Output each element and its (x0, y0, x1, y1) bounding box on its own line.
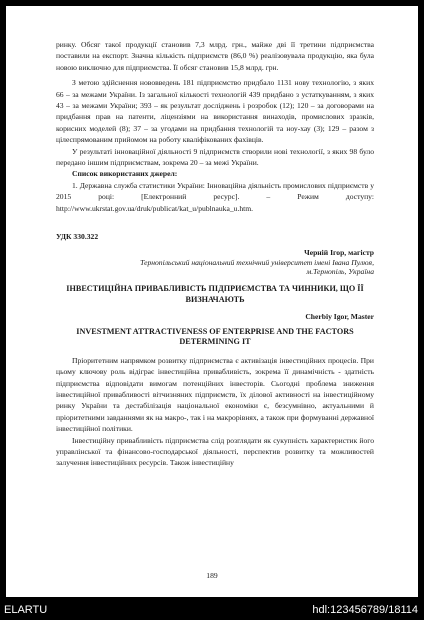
paragraph: З метою здійснення нововведень 181 підприємство придбало 1131 нову технологію, з яких 66 – за межами України. Із загальної кількості технологій 439 придбано з устаткуванням, з яких 43 – за межами України; 393 – як результат досліджень і розробок (12); 120 – за договорами на придбання прав на патенти, ліцензіями на використання винаходів, промислових зразків, корисних моделей (8); 37 – за угодами на придбання технологій та ноу-хау (3); 129 – разом з цілеспрямованим прийомом на роботу кваліфікованих фахівців. (56, 78, 374, 145)
handle-id: hdl:123456789/18114 (312, 604, 418, 616)
author-en: Cherbiy Igor, Master (305, 312, 374, 322)
affiliation-city: м.Тернопіль, Україна (306, 266, 374, 276)
paragraph: Інвестиційну привабливість підприємства слід розглядати як сукупність характеристик його управлінської та фінансово-господарської діяльності, перспектив розвитку та можливостей залучення інвестиційних ресурсів. Також інвестиційну (56, 435, 374, 468)
repository-name: ELARTU (4, 604, 48, 616)
page-content (56, 39, 374, 469)
author: Черній Ігор, магістр (304, 247, 374, 257)
page-number: 189 (206, 571, 218, 580)
paragraph: У результаті інноваційної діяльності 9 підприємств створили нові технології, з яких 98 було передано іншим підприємствам, зокрема 20 – за межі України. (56, 146, 374, 168)
paragraph: Пріоритетним напрямком розвитку підприємства є активізація інвестиційних процесів. При цьому ключову роль відіграє інвестиційна привабливість, зокрема її динамічність - здатність підприємства відповідати вимогам потенційних інвесторів. Сьогодні проблема зниження інвестиційної привабливості вітчизняних підприємств, їх ділової активності на інвестиційному ринку України та дестабілізація національної економіки є, безсумнівно, актуальними й пріоритетними завданнями як на макро-, так і на макрорівнях, а також при формуванні державної інвестиційної політики. (56, 355, 374, 434)
affiliation: Тернопільський національний технічний університет імені Івана Пулюя, (140, 257, 374, 267)
sources-heading: Список використаних джерел: (72, 169, 178, 179)
paragraph: ринку. Обсяг такої продукції становив 7,3 млрд. грн., майже дві її третини підприємства поставили на експорт. Значна кількість підприємств (86,0 %) реалізовувала продукцію, яка була новою виключно для підприємства. Її обсяг становив 15,8 млрд. грн. (56, 40, 374, 72)
udc-code: УДК 330.322 (56, 232, 99, 242)
article-title: ІНВЕСТИЦІЙНА ПРИВАБЛИВІСТЬ ПІДПРИЄМСТВА ТА ЧИННИКИ, ЩО ЇЇ ВИЗНАЧАЮТЬ (66, 283, 364, 304)
document-page (6, 6, 418, 597)
source-item: 1. Державна служба статистики України: Інноваційна діяльність промислових підприємств у 2015 році: [Електронний ресурс]. – Режим доступу: http://www.ukrstat.gov.ua/druk/publicat/kat_u/publnauka_u.htm. (56, 180, 374, 213)
article-title-en: INVESTMENT ATTRACTIVENESS OF ENTERPRISE AND THE FACTORS DETERMINING IT (76, 326, 354, 347)
viewer-footer (0, 597, 424, 620)
